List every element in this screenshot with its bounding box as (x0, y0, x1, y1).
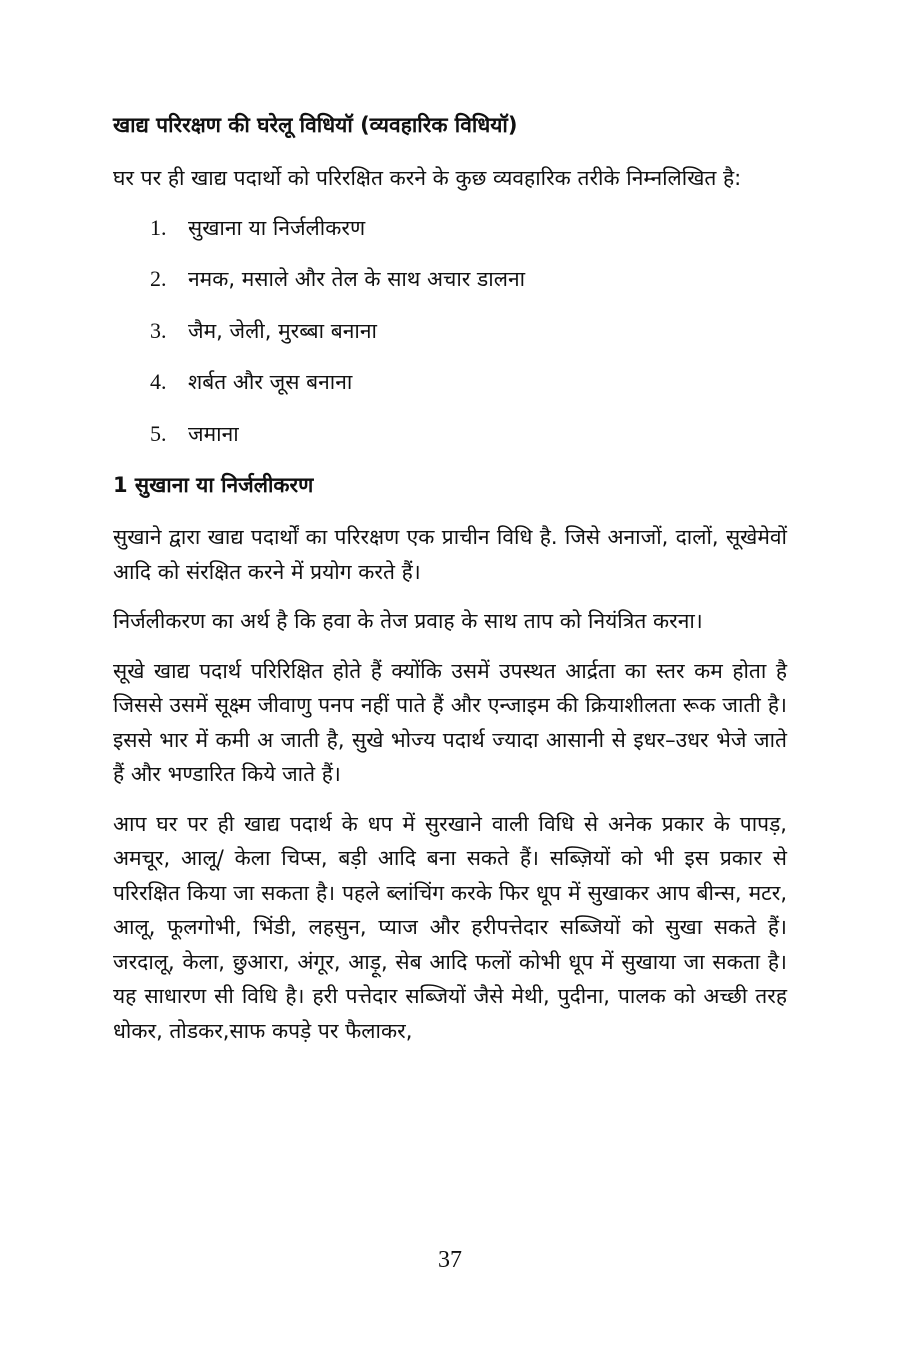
list-item (150, 365, 787, 399)
page-heading: खाद्य परिरक्षण की घरेलू विधियॉ (व्यवहारिक विधियॉ) (113, 113, 518, 137)
body-paragraph: आप घर पर ही खाद्य पदार्थ के धप में सुरखाने वाली विधि से अनेक प्रकार के पापड़, अमचूर, आलू/ केला चिप्स, बड़ी आदि बना सकते हैं। सब्ज़ियों को भी इस प्रकार से परिरक्षित किया जा सकता है। पहले ब्लांचिंग करके फिर धूप में सुखाकर आप बीन्स, मटर, आलू, फूलगोभी, भिंडी, लहसुन, प्याज और हरीपत्तेदार सब्जियों को सुखा सकते हैं। जरदालू, केला, छुआरा, अंगूर, आड़ू, सेब आदि फलों कोभी धूप में सुखाया जा सकता है। यह साधारण सी विधि है। हरी पत्तेदार सब्जियों जैसे मेथी, पुदीना, पालक को अच्छी तरह धोकर, तोडकर,साफ कपड़े पर फैलाकर, (113, 811, 787, 1043)
section-title: 1 सुखाना या निर्जलीकरण (113, 473, 314, 497)
list-item-label: जमाना (188, 421, 239, 446)
list-item-label: जैम, जेली, मुरब्बा बनाना (188, 318, 377, 343)
list-item-label: नमक, मसाले और तेल के साथ अचार डालना (188, 267, 526, 291)
list-item-label: सुखाना या निर्जलीकरण (188, 215, 366, 240)
page-content (113, 108, 787, 1063)
list-item (150, 262, 787, 296)
body-paragraph: निर्जलीकरण का अर्थ है कि हवा के तेज प्रवाह के साथ ताप को नियंत्रित करना। (113, 609, 703, 633)
methods-list (113, 211, 787, 451)
list-item-number: 4. (150, 369, 167, 394)
intro-paragraph: घर पर ही खाद्य पदार्थो को परिरक्षित करने के कुछ व्यवहारिक तरीके निम्नलिखित है: (113, 166, 742, 190)
list-item-number: 3. (150, 317, 167, 343)
body-paragraph: सूखे खाद्य पदार्थ परिरिक्षित होते हैं क्योंकि उसमें उपस्थत आर्द्रता का स्तर कम होता है जिससे उसमें सूक्ष्म जीवाणु पनप नहीं पाते हैं और एन्जाइम की क्रियाशीलता रूक जाती है। इससे भार में कमी अ जाती है, सुखे भोज्य पदार्थ ज्यादा आसानी से इधर–उधर भेजे जाते हैं और भण्डारित किये जाते हैं। (113, 658, 787, 786)
list-item-number: 2. (150, 266, 167, 291)
list-item (150, 211, 787, 245)
body-paragraph: सुखाने द्वारा खाद्य पदार्थों का परिरक्षण एक प्राचीन विधि है. जिसे अनाजों, दालों, सूखेमेवों आदि को संरक्षित करने में प्रयोग करते हैं। (113, 525, 787, 584)
list-item (150, 314, 787, 348)
list-item-number: 5. (150, 420, 167, 446)
list-item-label: शर्बत और जूस बनाना (188, 370, 353, 394)
list-item-number: 1. (150, 214, 167, 240)
page-number: 37 (438, 1247, 462, 1273)
list-item (150, 417, 787, 451)
